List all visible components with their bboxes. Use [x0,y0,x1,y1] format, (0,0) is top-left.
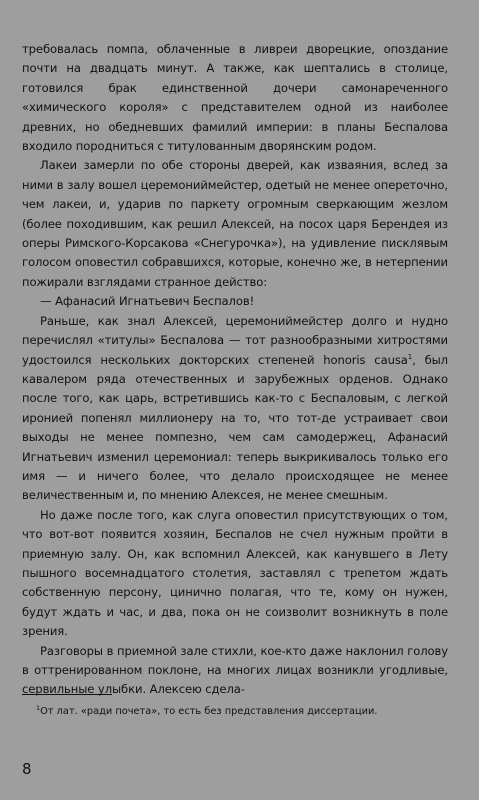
footnote [22,705,448,718]
footnote-divider [22,694,112,695]
footnote-text: От лат. «ради почета», то есть без представления диссертации. [40,706,378,717]
page-body [22,40,448,700]
paragraph-4-part-2: , был кавалером ряда отечественных и зарубежных орденов. Однако после того, как царь, встретившись как-то с Беспаловым, с легкой иронией попенял миллионеру на то, что тот-де устраивает свои выходы не менее помпезно, чем сам самодержец, Афанасий Игнатьевич изменил церемониал: теперь выкрикивалось только его имя — и ничего более, что делало происходящее не менее величественным и, по мнению Алексея, не менее смешным. [22,352,448,503]
paragraph-5: Но даже после того, как слуга оповестил присутствующих о том, что вот-вот появится хозяин, Беспалов не счел нужным пройти в приемную залу. Он, как вспомнил Алексей, как канувшего в Лету пышного восемнадцатого столетия, заставлял с трепетом ждать собственную персону, цинично полагая, что те, кому он нужен, будут ждать и час, и два, пока он не соизволит возникнуть в поле зрения. [22,507,448,639]
paragraph-4 [22,312,448,506]
paragraph-1: требовалась помпа, облаченные в ливреи дворецкие, опоздание почти на двадцать минут. А также, как шептались в столице, готовился брак единственной дочери самонареченного «химического короля» с представителем одной из наиболее древних, но обедневших фамилий империи: в планы Беспалова входило породниться с титулованным дворянским родом. [22,42,448,154]
paragraph-4-part-1: Раньше, как знал Алексей, церемониймейстер долго и нудно перечислял «титулы» Беспалова — тот разнообразными хитростями удостоился нескольких докторских степеней honoris causa [22,313,448,367]
page-number: 8 [22,760,32,778]
footnote-mark: 1 [36,704,41,712]
footnote-reference[interactable]: 1 [407,352,413,361]
paragraph-6: Разговоры в приемной зале стихли, кое-кто даже наклонил голову в оттренированном поклоне, на многих лицах возникли угодливые, сервильные улыбки. Алексею сдела- [22,643,448,697]
paragraph-3-dialogue: — Афанасий Игнатьевич Беспалов! [40,294,255,309]
paragraph-2: Лакеи замерли по обе стороны дверей, как изваяния, вслед за ними в залу вошел церемониймейстер, одетый не менее опереточно, чем лакеи, и, ударив по паркету огромным сверкающим жезлом (более походившим, как решил Алексей, на посох царя Берендея из оперы Римского-Корсакова «Снегурочка»), на удивление писклявым голосом оповестил собравшихся, которые, конечно же, в нетерпении пожирали взглядами странное действо: [22,158,448,289]
